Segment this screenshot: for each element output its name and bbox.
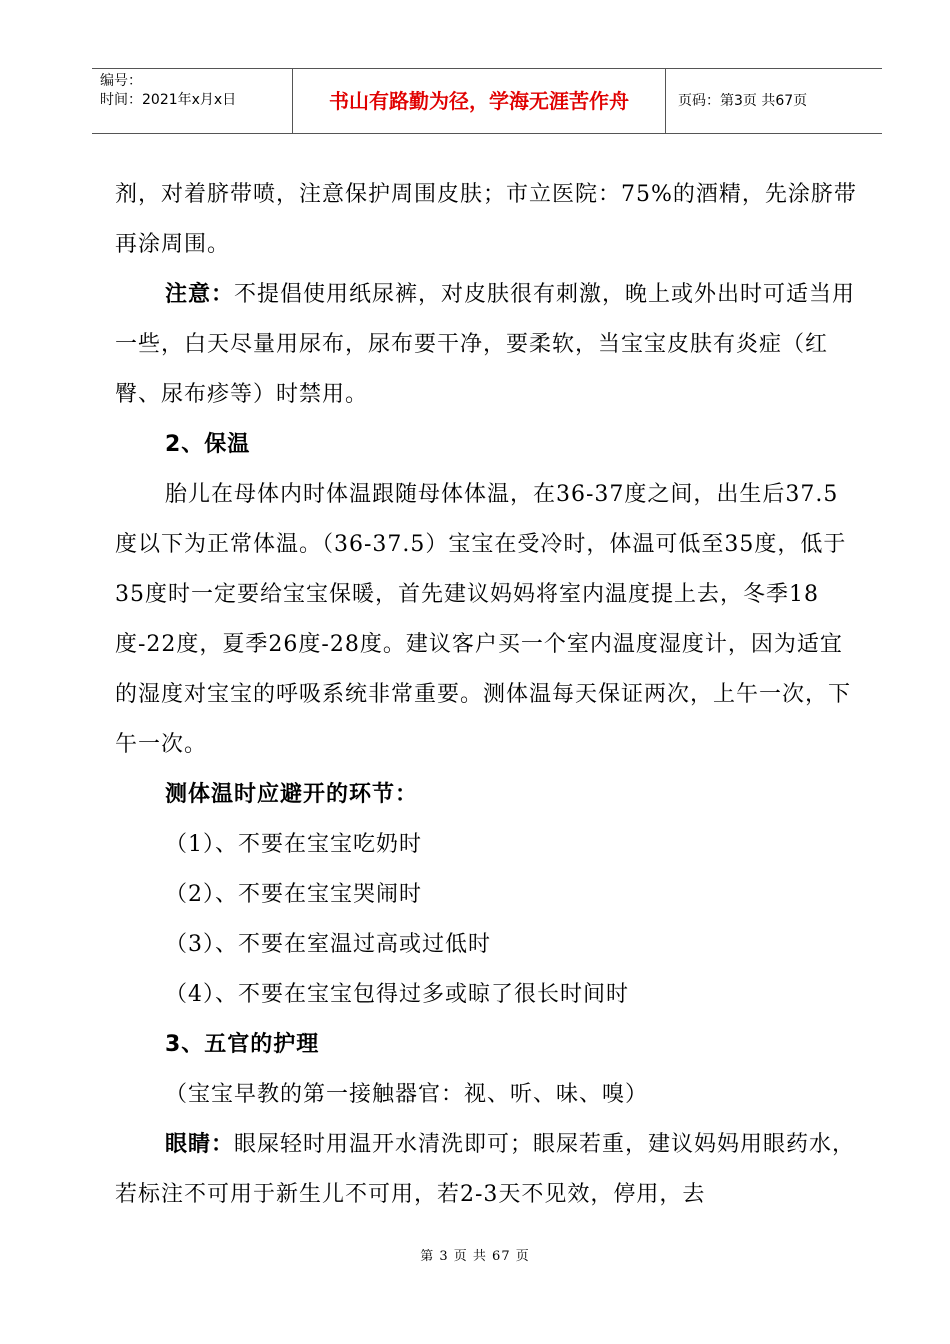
document-time: 时间：2021年x月x日 — [100, 92, 237, 108]
eye-lead: 眼睛： — [165, 1132, 235, 1157]
avoid-heading: 测体温时应避开的环节： — [165, 782, 419, 807]
note-text: 不提倡使用纸尿裤，对皮肤很有刺激，晚上或外出时可适当用一些，白天尽量用尿布，尿布要干净，要柔软，当宝宝皮肤有炎症（红臀、尿布疹等）时禁用。 — [115, 282, 856, 407]
page-header — [92, 68, 882, 134]
paragraph-warmth: 胎儿在母体内时体温跟随母体体温，在36-37度之间，出生后37.5度以下为正常体温。（36-37.5）宝宝在受冷时，体温可低至35度，低于35度时一定要给宝宝保暖，首先建议妈妈将室内温度提上去，冬季18度-22度，夏季26度-28度。建议客户买一个室内温度湿度计，因为适宜的湿度对宝宝的呼吸系统非常重要。测体温每天保证两次，上午一次，下午一次。 — [115, 482, 852, 757]
header-page-info: 页码：第3页 共67页 — [678, 93, 808, 109]
document-body — [115, 170, 860, 1220]
eye-text: 眼屎轻时用温开水清洗即可；眼屎若重，建议妈妈用眼药水，若标注不可用于新生儿不可用，若2-3天不见效，停用，去 — [115, 1132, 856, 1207]
section-heading-senses: 3、五官的护理 — [165, 1032, 320, 1057]
list-item: （3）、不要在室温过高或过低时 — [165, 932, 491, 957]
list-item: （4）、不要在宝宝包得过多或晾了很长时间时 — [165, 982, 629, 1007]
page-footer: 第 3 页 共 67 页 — [420, 1249, 530, 1264]
senses-note: （宝宝早教的第一接触器官：视、听、味、嗅） — [165, 1082, 649, 1107]
paragraph-note — [115, 270, 860, 420]
section-heading-warmth: 2、保温 — [165, 432, 251, 457]
list-item: （1）、不要在宝宝吃奶时 — [165, 832, 422, 857]
paragraph-eyes — [115, 1120, 860, 1220]
list-item: （2）、不要在宝宝哭闹时 — [165, 882, 422, 907]
paragraph-continuation: 剂，对着脐带喷，注意保护周围皮肤；市立医院：75%的酒精，先涂脐带再涂周围。 — [115, 182, 857, 257]
header-meta — [92, 69, 292, 133]
document-number-label: 编号： — [100, 73, 142, 89]
header-motto: 书山有路勤为径，学海无涯苦作舟 — [292, 69, 666, 133]
note-lead: 注意： — [165, 282, 235, 307]
